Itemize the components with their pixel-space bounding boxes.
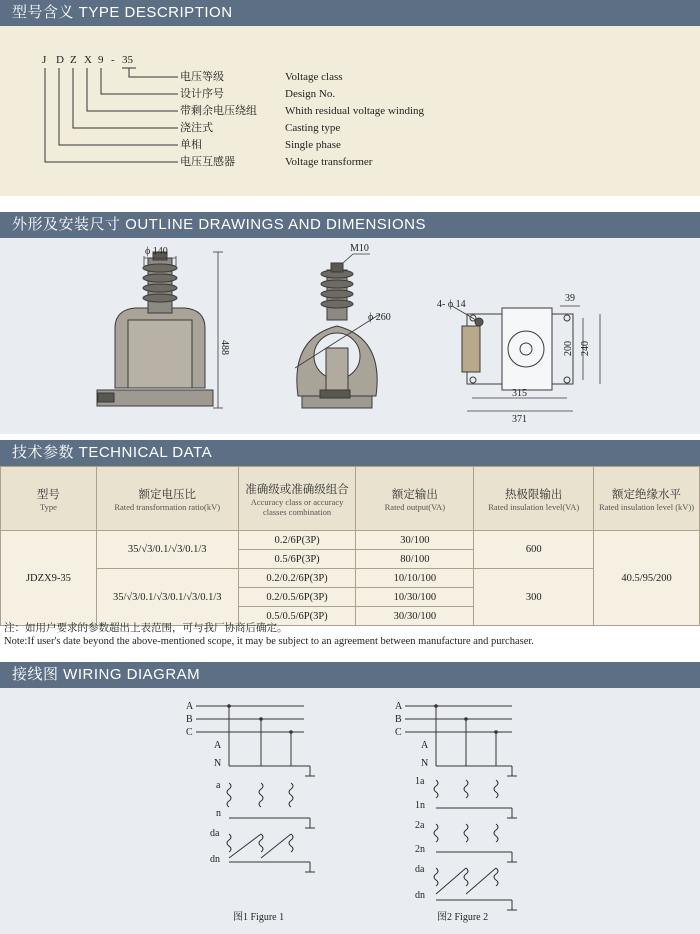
cell-accuracy: 0.5/0.5/6P(3P) xyxy=(238,607,356,626)
header-thermal: 热极限输出 Rated insulation level(VA) xyxy=(474,467,594,531)
front-view-drawing xyxy=(97,252,213,406)
fig2-label-2a: 2a xyxy=(415,820,425,831)
fig1-label-n-upper: N xyxy=(214,758,222,769)
cell-accuracy: 0.5/6P(3P) xyxy=(238,550,356,569)
cell-accuracy: 0.2/0.2/6P(3P) xyxy=(238,569,356,588)
fig2-phase-c: C xyxy=(395,727,402,738)
side-view-drawing xyxy=(297,263,377,408)
code-letter-d: D xyxy=(56,54,64,66)
fig2-label-n-upper: N xyxy=(421,758,429,769)
fig2-label-da: da xyxy=(415,864,425,875)
code-en-casting: Casting type xyxy=(285,122,341,134)
code-cn-design-no: 设计序号 xyxy=(180,88,224,100)
section-header-wiring: 接线图 WIRING DIAGRAM xyxy=(0,662,700,688)
table-row xyxy=(1,531,700,550)
note-en: Note:If user's date beyond the above-mentioned scope, it may be subject to an agreement between manufacture and purchaser. xyxy=(4,636,534,647)
outline-drawings xyxy=(0,238,700,434)
code-voltage-35: 35 xyxy=(122,54,133,66)
figure-1-diagram xyxy=(196,706,315,872)
code-en-single-phase: Single phase xyxy=(285,139,341,151)
fig1-label-a-upper: A xyxy=(214,740,222,751)
fig2-label-a-upper: A xyxy=(421,740,429,751)
outline-panel xyxy=(0,238,700,434)
cell-ratio-2: 35/√3/0.1/√3/0.1/√3/0.1/3 xyxy=(96,569,238,626)
cell-thermal-2: 300 xyxy=(474,569,594,626)
fig1-phase-b: B xyxy=(186,714,193,725)
code-en-residual: Whith residual voltage winding xyxy=(285,105,424,117)
dim-315: 315 xyxy=(512,388,527,399)
cell-insulation: 40.5/95/200 xyxy=(594,531,700,626)
fig1-phase-c: C xyxy=(186,727,193,738)
code-en-vt: Voltage transformer xyxy=(285,156,373,168)
section-header-outline: 外形及安装尺寸 OUTLINE DRAWINGS AND DIMENSIONS xyxy=(0,212,700,238)
cell-thermal-1: 600 xyxy=(474,531,594,569)
figure-2-caption: 图2 Figure 2 xyxy=(437,912,489,923)
fig1-label-a: a xyxy=(216,780,221,791)
header-ratio: 额定电压比 Rated transformation ratio(kV) xyxy=(96,467,238,531)
figure-1-caption: 图1 Figure 1 xyxy=(233,912,285,923)
code-letter-z: Z xyxy=(70,54,77,66)
header-insulation: 额定绝缘水平 Rated insulation level (kV)) xyxy=(594,467,700,531)
dim-holes: 4- ϕ 14 xyxy=(437,299,466,310)
cell-output: 10/10/100 xyxy=(356,569,474,588)
fig1-label-da: da xyxy=(210,828,220,839)
technical-data-table xyxy=(0,466,700,626)
code-cn-vt: 电压互感器 xyxy=(180,156,235,168)
code-letter-j: J xyxy=(42,54,47,66)
wiring-panel xyxy=(0,688,700,934)
header-accuracy: 准确级或准确级组合 Accuracy class or accuracy classes combination xyxy=(238,467,356,531)
fig2-label-1n: 1n xyxy=(415,800,425,811)
cell-ratio-1: 35/√3/0.1/√3/0.1/3 xyxy=(96,531,238,569)
dim-phi140: ϕ 140 xyxy=(145,246,168,257)
cell-output: 30/30/100 xyxy=(356,607,474,626)
cell-output: 80/100 xyxy=(356,550,474,569)
dim-phi260: ϕ 260 xyxy=(368,312,391,323)
section-header-technical: 技术参数 TECHNICAL DATA xyxy=(0,440,700,466)
dim-39: 39 xyxy=(565,293,575,304)
fig2-phase-b: B xyxy=(395,714,402,725)
cell-accuracy: 0.2/0.5/6P(3P) xyxy=(238,588,356,607)
header-output: 额定输出 Rated output(VA) xyxy=(356,467,474,531)
fig2-label-2n: 2n xyxy=(415,844,425,855)
section-header-type-description: 型号含义 TYPE DESCRIPTION xyxy=(0,0,700,26)
table-header-row xyxy=(1,467,700,531)
dim-240: 240 xyxy=(580,341,591,356)
type-code-diagram xyxy=(0,26,700,196)
header-type: 型号 Type xyxy=(1,467,97,531)
fig1-phase-a: A xyxy=(186,701,194,712)
dim-200: 200 xyxy=(563,341,574,356)
code-en-design-no: Design No. xyxy=(285,88,336,100)
fig2-label-dn: dn xyxy=(415,890,425,901)
cell-accuracy: 0.2/6P(3P) xyxy=(238,531,356,550)
type-description-panel xyxy=(0,26,700,196)
code-cn-voltage-class: 电压等级 xyxy=(180,71,224,83)
fig1-label-n: n xyxy=(216,808,221,819)
code-dash: - xyxy=(111,54,115,66)
cell-output: 10/30/100 xyxy=(356,588,474,607)
dim-m10: M10 xyxy=(350,243,369,254)
dim-371: 371 xyxy=(512,414,527,425)
fig1-label-dn: dn xyxy=(210,854,220,865)
cell-type: JDZX9-35 xyxy=(1,531,97,626)
note-cn: 注：如用户要求的参数超出上表范围，可与我厂协商后确定。 xyxy=(4,622,288,634)
code-cn-residual: 带剩余电压绕组 xyxy=(180,105,257,117)
code-en-voltage-class: Voltage class xyxy=(285,71,343,83)
wiring-diagrams xyxy=(0,688,700,934)
top-view-drawing xyxy=(462,308,573,390)
code-digit-9: 9 xyxy=(98,54,104,66)
code-cn-casting: 浇注式 xyxy=(180,122,213,134)
dim-488: 488 xyxy=(219,340,230,355)
fig2-label-1a: 1a xyxy=(415,776,425,787)
code-cn-single-phase: 单相 xyxy=(180,139,202,151)
cell-output: 30/100 xyxy=(356,531,474,550)
fig2-phase-a: A xyxy=(395,701,403,712)
code-letter-x: X xyxy=(84,54,92,66)
